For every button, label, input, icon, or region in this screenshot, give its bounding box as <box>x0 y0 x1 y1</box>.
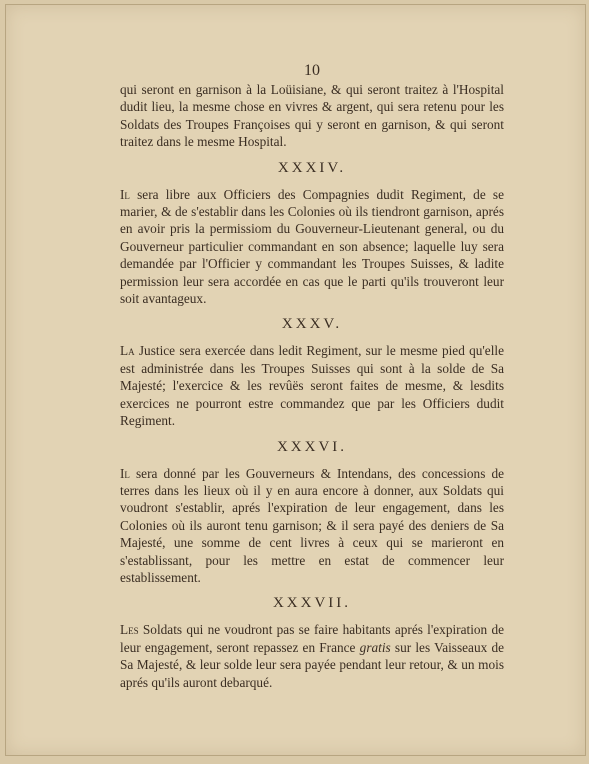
article-heading-xxxiv: XXXIV. <box>277 159 347 176</box>
article-paragraph-xxxvii <box>120 621 504 691</box>
article-heading-xxxvii: XXXVII. <box>272 595 352 612</box>
article-paragraph-xxxvi <box>120 465 504 587</box>
article-heading-xxxv: XXXV. <box>281 316 343 333</box>
article-paragraph-xxxiv <box>120 186 504 308</box>
article-text: sera libre aux Officiers des Compagnies dudit Regiment, de se marier, & de s'establir dans les Colonies où ils tiendront garnison, aprés en avoir pris la permissiom du Gouverneur-Lieutenant general, ou du Gouverneur particulier commandant en son absence; laquelle luy sera demandée par l'Officier y commandant les Troupes Suisses, & ladite permission leur sera accordée en cas que le parti qu'ils trouveront leur soit avantageux. <box>120 186 504 307</box>
page-content <box>120 63 504 691</box>
intro-paragraph: qui seront en garnison à la Loüisiane, & qui seront traitez à l'Hospital dudit lieu, la mesme chose en vivres & argent, qui sera retenu pour les Soldats des Troupes Françoises qui y seront en garnison, & qui seront traitez dans le mesme Hospital. <box>120 82 504 150</box>
article-lead-word: Les <box>120 622 139 638</box>
article-heading-xxxvi: XXXVI. <box>276 438 348 455</box>
document-page <box>5 4 586 756</box>
italic-word: gratis <box>359 639 391 655</box>
article-text: sera donné par les Gouverneurs & Intendans, des concessions de terres dans les lieux où il y en aura encore à donner, aux Soldats qui voudront s'establir, aprés l'expiration de leur engagement, dans les Colonies où ils auront tenu garnison; & il sera payé des deniers de Sa Majesté, une somme de cent livres à ceux qui se marieront en s'establissant, pour les mettre en estat de commencer leur establissement. <box>120 465 504 585</box>
article-paragraph-xxxv <box>120 342 504 429</box>
article-lead-word: Il <box>120 186 130 202</box>
article-lead-word: La <box>120 343 135 359</box>
page-number: 10 <box>304 62 320 79</box>
article-text: Justice sera exercée dans ledit Regiment, sur le mesme pied qu'elle est administrée dans les Troupes Suisses qui sont à la solde de Sa Majesté; l'exercice & les revûës seront faites de mesme, & lesdits exercices ne pourront estre commandez que par les Officiers dudit Regiment. <box>120 343 504 429</box>
article-text: Soldats qui ne voudront pas se faire habitants aprés l'expiration de leur engagement, seront repassez en France <box>120 622 504 655</box>
article-text: sur les Vaisseaux de Sa Majesté, & leur solde leur sera payée pendant leur retour, & un mois aprés qu'ils auront debarqué. <box>120 639 505 690</box>
article-lead-word: Il <box>120 465 130 481</box>
